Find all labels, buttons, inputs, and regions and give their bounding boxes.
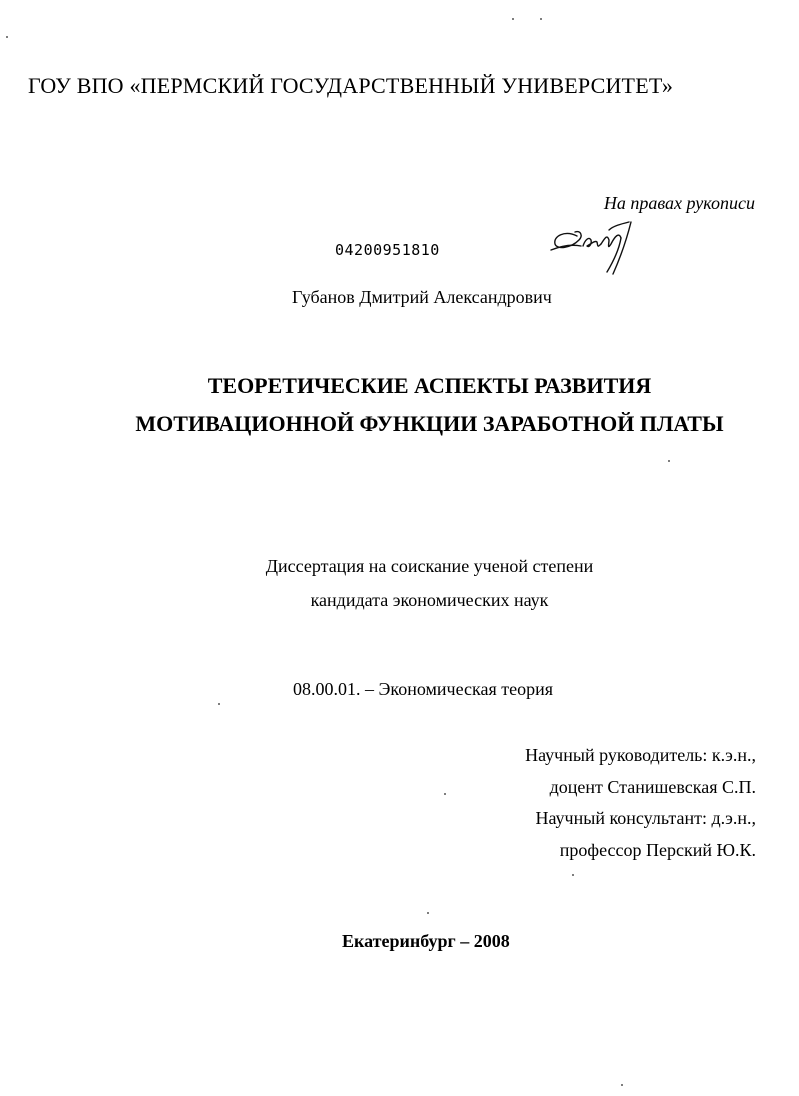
scan-speck	[444, 793, 446, 795]
title-line-2: МОТИВАЦИОННОЙ ФУНКЦИИ ЗАРАБОТНОЙ ПЛАТЫ	[135, 411, 724, 436]
degree-statement	[30, 549, 799, 617]
scan-speck	[668, 460, 670, 462]
scan-speck	[512, 18, 514, 20]
scan-speck	[427, 912, 429, 914]
degree-line-2: кандидата экономических наук	[310, 590, 549, 610]
dissertation-title	[30, 367, 799, 443]
scan-speck	[218, 703, 220, 705]
advisor-line-2: доцент Станишевская С.П.	[549, 776, 756, 797]
scan-speck	[540, 18, 542, 20]
advisor-line-1: Научный руководитель: к.э.н.,	[525, 745, 756, 765]
title-line-1: ТЕОРЕТИЧЕСКИЕ АСПЕКТЫ РАЗВИТИЯ	[207, 373, 652, 398]
degree-line-1: Диссертация на соискание ученой степени	[265, 556, 594, 576]
city-year: Екатеринбург – 2008	[342, 931, 510, 951]
handwritten-signature	[547, 210, 642, 278]
stamp-number: 04200951810	[335, 241, 440, 259]
advisor-line-3: Научный консультант: д.э.н.,	[535, 808, 756, 828]
specialty-code: 08.00.01. – Экономическая теория	[293, 679, 554, 699]
scan-speck	[6, 36, 8, 38]
author-name: Губанов Дмитрий Александрович	[292, 287, 552, 307]
university-name: ГОУ ВПО «ПЕРМСКИЙ ГОСУДАРСТВЕННЫЙ УНИВЕРСИТЕТ»	[28, 73, 674, 98]
scan-speck	[621, 1084, 623, 1086]
advisors-block	[525, 740, 756, 866]
advisor-line-4: профессор Перский Ю.К.	[559, 839, 756, 860]
scan-speck	[572, 874, 574, 876]
manuscript-note: На правах рукописи	[603, 193, 755, 213]
